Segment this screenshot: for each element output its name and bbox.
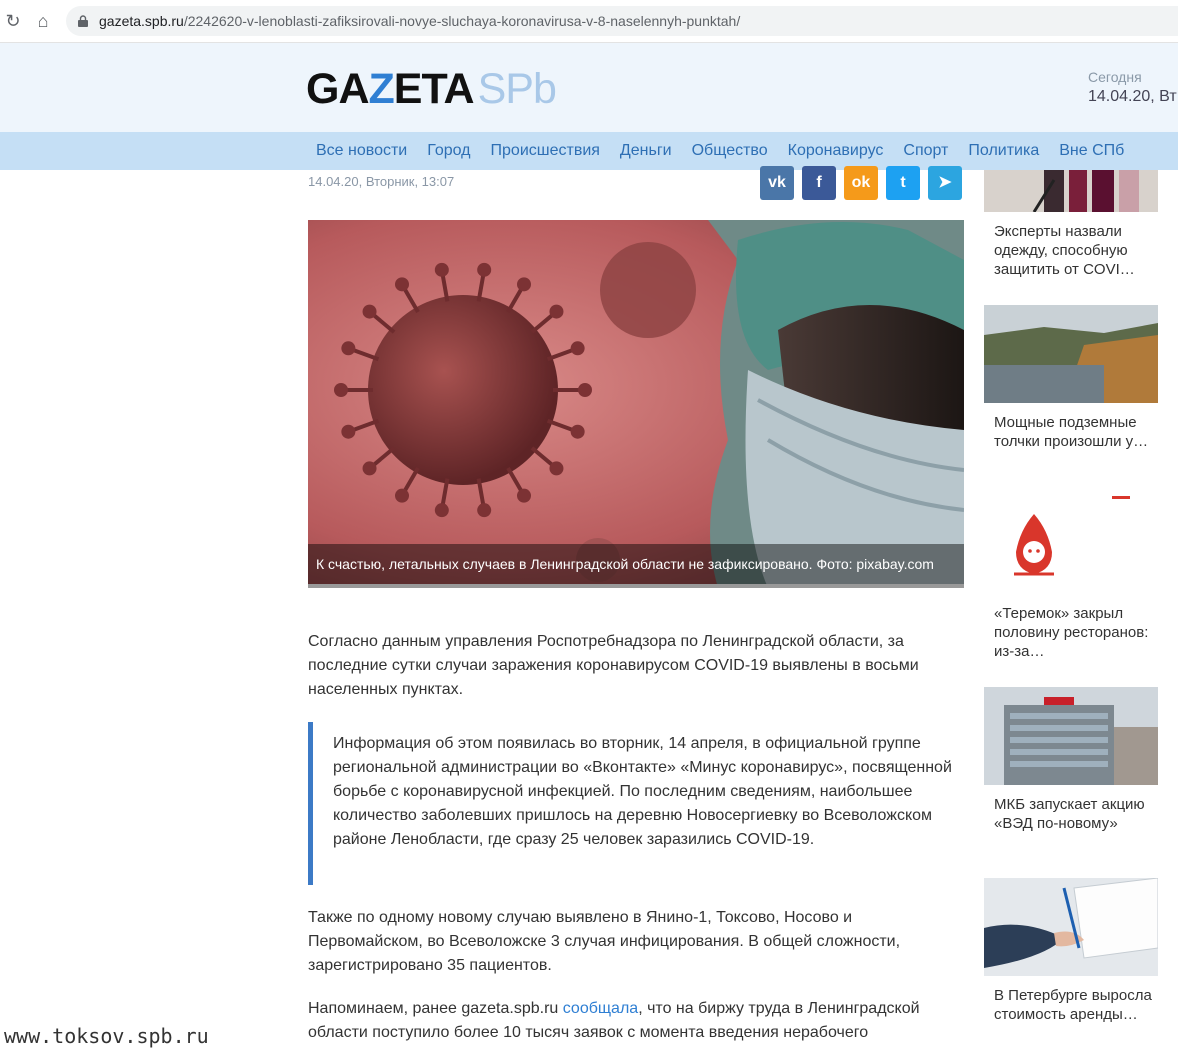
- site-header: [0, 43, 1178, 132]
- menu-item-sport[interactable]: Спорт: [903, 142, 949, 159]
- photo-caption: К счастью, летальных случаев в Ленинградской области не зафиксировано. Фото: pixabay.com: [316, 556, 934, 572]
- menu-item-outside-spb[interactable]: Вне СПб: [1059, 142, 1125, 159]
- article-date: 14.04.20, Вторник, 13:07: [308, 174, 455, 189]
- share-buttons: [760, 166, 962, 200]
- twitter-icon[interactable]: t: [886, 166, 920, 200]
- telegram-icon[interactable]: ➤: [928, 166, 962, 200]
- main-menu: [0, 132, 1178, 170]
- article-link-reported[interactable]: сообщала: [562, 1000, 639, 1017]
- sidebar-item-3[interactable]: «Теремок» закрыл половину ресторанов: из-за…: [994, 605, 1149, 660]
- menu-item-money[interactable]: Деньги: [619, 142, 672, 159]
- home-icon[interactable]: ⌂: [37, 11, 49, 31]
- article-quote: [308, 722, 969, 885]
- today-date: 14.04.20, Вт: [1088, 88, 1177, 105]
- sidebar-item-5[interactable]: В Петербурге выросла стоимость аренды…: [994, 987, 1152, 1023]
- menu-item-society[interactable]: Общество: [691, 142, 768, 159]
- odnoklassniki-icon[interactable]: ok: [844, 166, 878, 200]
- sidebar-thumb-teremok[interactable]: [984, 496, 1158, 594]
- vk-icon[interactable]: vk: [760, 166, 794, 200]
- sidebar-item-2[interactable]: Мощные подземные толчки произошли у…: [994, 414, 1149, 450]
- today-label: Сегодня: [1088, 69, 1142, 85]
- url-text: gazeta.spb.ru/2242620-v-lenoblasti-zafiksirovali-novye-sluchaya-koronavirusa-v-8-naselennyh-punktah/: [99, 13, 741, 29]
- article-photo: [308, 220, 964, 588]
- quote-text: Информация об этом появилась во вторник, 14 апреля, в официальной группе региональной администрации во «Вконтакте» «Минус коронавирус», посвященной борьбе с коронавирусной инфекцией. По последним сведениям, наибольшее количество заболевших пришлось на деревню Новосергиевку во Всеволожском районе Ленобласти, где сразу 25 человек заразились COVID-19.: [333, 735, 952, 848]
- article-paragraph-3: Напоминаем, ранее gazeta.spb.ru сообщала, что на биржу труда в Ленинградской области поступило более 10 тысяч заявок с момента введения нерабочего: [308, 1000, 920, 1041]
- photo-caption-bar: [308, 544, 964, 584]
- sidebar-item-1[interactable]: Эксперты назвали одежду, способную защитить от COVI…: [994, 223, 1135, 278]
- reload-icon[interactable]: ↻: [5, 11, 21, 31]
- article-paragraph-2: Также по одному новому случаю выявлено в Янино-1, Токсово, Носово и Первомайском, во Всеволожске 3 случая инфицирования. В общей сложности, зарегистрировано 35 пациентов.: [308, 909, 901, 974]
- menu-item-city[interactable]: Город: [427, 142, 471, 159]
- sidebar-thumb-clothes[interactable]: [984, 170, 1158, 212]
- menu-item-all-news[interactable]: Все новости: [316, 142, 408, 159]
- address-bar[interactable]: [66, 6, 1178, 36]
- coronavirus-doctor-illustration: [308, 220, 964, 588]
- lock-icon: [78, 15, 88, 27]
- browser-toolbar: [0, 0, 1178, 43]
- site-logo[interactable]: GAZETASPb: [306, 65, 556, 113]
- menu-item-politics[interactable]: Политика: [968, 142, 1040, 159]
- sidebar-thumb-contract[interactable]: [984, 878, 1158, 976]
- facebook-icon[interactable]: f: [802, 166, 836, 200]
- menu-item-coronavirus[interactable]: Коронавирус: [787, 142, 884, 159]
- sidebar-thumb-coast[interactable]: [984, 305, 1158, 403]
- sidebar-thumb-bank-building[interactable]: [984, 687, 1158, 785]
- menu-item-incidents[interactable]: Происшествия: [490, 142, 600, 159]
- watermark: www.toksov.spb.ru: [4, 1024, 209, 1048]
- sidebar-item-4[interactable]: МКБ запускает акцию «ВЭД по-новому»: [994, 796, 1145, 832]
- article-paragraph-1: Согласно данным управления Роспотребнадзора по Ленинградской области, за последние сутки случаи заражения коронавирусом COVID-19 выявлены в восьми населенных пунктах.: [308, 633, 919, 698]
